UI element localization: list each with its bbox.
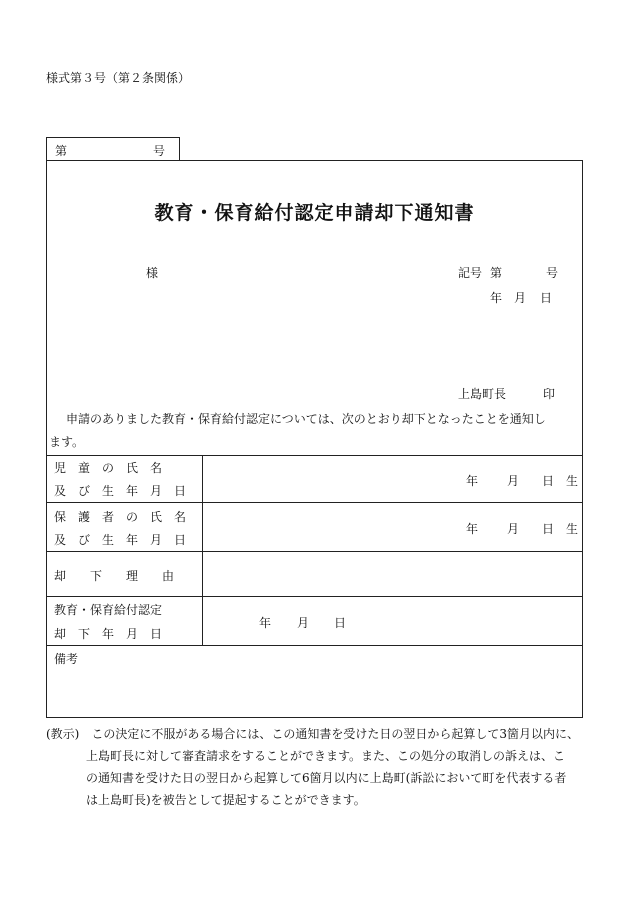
- reference-dai: 第: [490, 266, 503, 280]
- instruction-notice: [46, 723, 586, 811]
- rejection-date-day: 日: [334, 616, 347, 630]
- table-top-border: [46, 455, 583, 456]
- rejection-reason-label: 却 下 理 由: [54, 569, 175, 583]
- child-birth-label: 及 び 生 年 月 日: [54, 484, 187, 498]
- rejection-date-label: 却 下 年 月 日: [54, 627, 163, 641]
- form-number-label: 様式第３号（第２条関係）: [46, 71, 191, 85]
- seal-mark: 印: [543, 387, 556, 401]
- row-divider: [46, 502, 583, 503]
- child-birth-day: 日: [542, 474, 555, 488]
- notice-line2: 上島町長に対して審査請求をすることができます。また、この処分の取消しの訴えは、こ: [86, 749, 566, 763]
- column-divider: [202, 455, 203, 645]
- guardian-birth-day: 日: [542, 522, 555, 536]
- child-birth-suffix: 生: [566, 474, 579, 488]
- row-divider: [46, 645, 583, 646]
- child-name-label: 児 童 の 氏 名: [54, 461, 163, 475]
- notice-line1: (教示) この決定に不服がある場合には、この通知書を受けた日の翌日から起算して3箇月以内に、: [46, 727, 580, 741]
- row-divider: [46, 551, 583, 552]
- guardian-name-label: 保 護 者 の 氏 名: [54, 510, 187, 524]
- issue-date-month: 月: [514, 291, 527, 305]
- intro-text-line2: ます。: [49, 435, 85, 449]
- issue-date-year: 年: [490, 291, 503, 305]
- guardian-birth-suffix: 生: [566, 522, 579, 536]
- row-divider: [46, 596, 583, 597]
- reference-kigo: 記号: [458, 266, 483, 280]
- reference-go: 号: [546, 266, 559, 280]
- issue-date-day: 日: [540, 291, 553, 305]
- rejection-date-month: 月: [297, 616, 310, 630]
- remarks-label: 備考: [54, 652, 79, 666]
- certification-label: 教育・保育給付認定: [54, 603, 163, 617]
- rejection-date-year: 年: [259, 616, 272, 630]
- guardian-birth-month: 月: [507, 522, 520, 536]
- addressee-honorific: 様: [146, 266, 159, 280]
- number-prefix: 第: [55, 144, 68, 158]
- notice-line3: の通知書を受けた日の翌日から起算して6箇月以内に上島町(訴訟において町を代表する者: [86, 771, 567, 785]
- issuer-name: 上島町長: [458, 387, 507, 401]
- document-number-box: [46, 137, 180, 160]
- child-birth-year: 年: [466, 474, 479, 488]
- guardian-birth-label: 及 び 生 年 月 日: [54, 533, 187, 547]
- document-title: 教育・保育給付認定申請却下通知書: [154, 202, 475, 224]
- guardian-birth-year: 年: [466, 522, 479, 536]
- child-birth-month: 月: [507, 474, 520, 488]
- number-suffix: 号: [153, 144, 166, 158]
- notice-line4: は上島町長)を被告として提起することができます。: [86, 793, 366, 807]
- intro-text-line1: 申請のありました教育・保育給付認定については、次のとおり却下となったことを通知し: [66, 412, 546, 426]
